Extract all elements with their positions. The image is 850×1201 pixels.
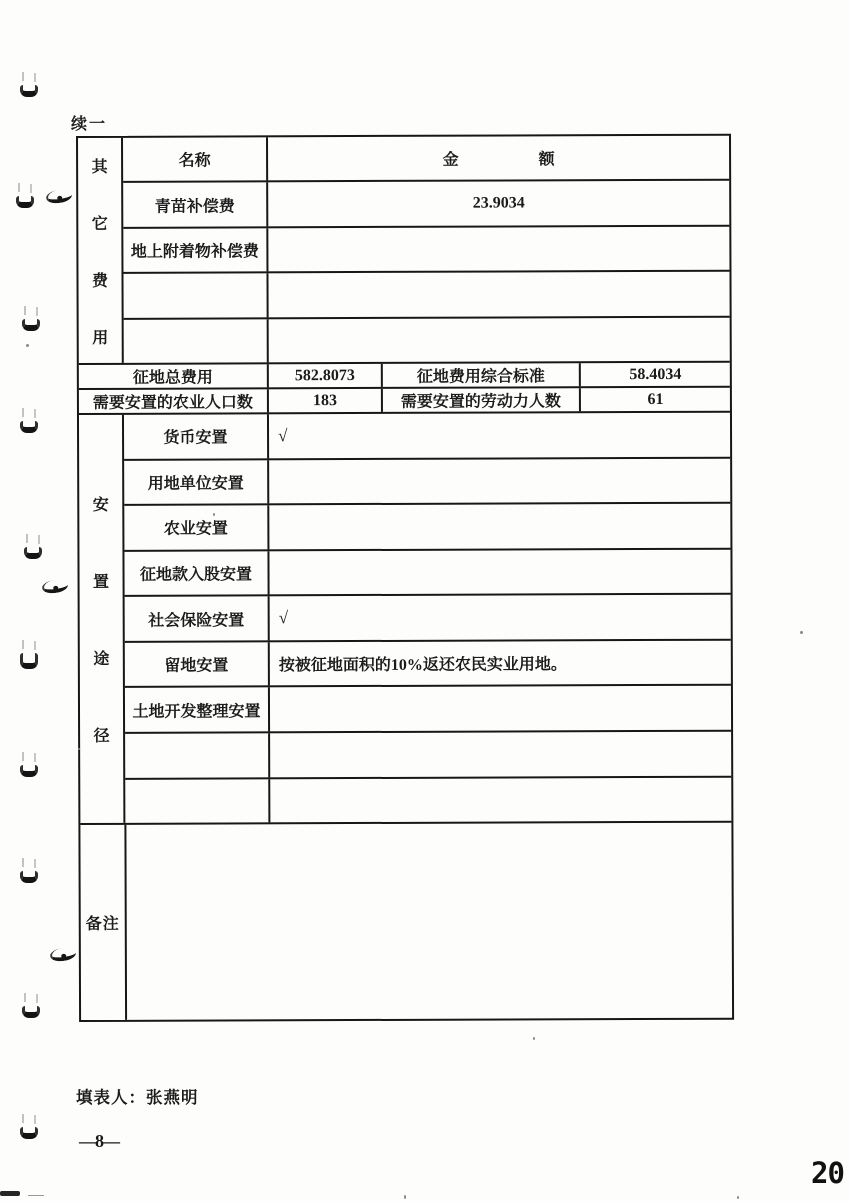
binder-hole-mark xyxy=(20,765,38,777)
summary-value-cell: 61 xyxy=(647,390,664,408)
binder-hole-mark xyxy=(20,421,38,433)
scan-curl-mark xyxy=(49,946,77,962)
summary-row xyxy=(79,386,730,413)
binder-hole-mark xyxy=(22,1006,40,1018)
scan-speck xyxy=(404,1195,406,1199)
resettlement-label-cell xyxy=(125,733,270,777)
fee-amount-cell xyxy=(268,272,729,317)
resettlement-row xyxy=(124,456,730,504)
fee-amount-cell xyxy=(269,317,730,362)
resettlement-value-cell xyxy=(269,504,730,549)
resettlement-row xyxy=(125,730,731,778)
binder-hole-mark xyxy=(22,319,40,331)
fee-row xyxy=(124,315,730,363)
stub-char: 费 xyxy=(91,272,109,290)
other-fees-section xyxy=(78,136,730,363)
stub-char: 途 xyxy=(93,650,110,668)
resettlement-label-cell: 用地单位安置 xyxy=(124,460,269,504)
binder-hole-mark xyxy=(20,85,38,97)
binder-hole-mark xyxy=(16,196,34,208)
fee-row xyxy=(123,225,729,273)
resettlement-value-cell xyxy=(269,458,730,503)
resettlement-value-cell xyxy=(270,777,731,822)
scan-curl-mark xyxy=(41,578,69,594)
resettlement-label-cell: 社会保险安置 xyxy=(125,597,270,641)
fee-row xyxy=(123,179,729,227)
stub-char: 它 xyxy=(91,215,108,233)
summary-label-cell: 需要安置的农业人口数 xyxy=(79,389,269,413)
remarks-content xyxy=(126,823,732,1020)
resettlement-row xyxy=(125,684,731,732)
stub-char: 用 xyxy=(92,329,109,347)
form-filler-line xyxy=(76,1084,199,1108)
resettlement-value-cell: 按被征地面积的10%返还农民实业用地。 xyxy=(278,656,567,675)
resettlement-value-cell xyxy=(269,549,730,594)
summary-label-cell: 需要安置的劳动力人数 xyxy=(383,388,581,412)
scan-edge-mark xyxy=(0,1191,20,1196)
stub-char: 其 xyxy=(91,158,108,176)
scan-speck xyxy=(800,631,803,634)
summary-section xyxy=(79,361,730,413)
resettlement-value-cell: √ xyxy=(278,608,289,628)
remarks-label: 备注 xyxy=(80,825,127,1020)
fee-amount-header-cell: 金 额 xyxy=(442,151,555,169)
corner-page-number: 20 xyxy=(811,1156,844,1190)
resettlement-label-cell xyxy=(125,779,270,823)
other-fees-stub xyxy=(78,138,124,363)
stub-char: 径 xyxy=(93,727,110,745)
fee-name-cell: 青苗补偿费 xyxy=(123,183,268,227)
fee-row xyxy=(123,270,729,318)
fee-header-row xyxy=(123,136,729,182)
fee-name-cell: 地上附着物补偿费 xyxy=(123,228,268,272)
stub-char: 安 xyxy=(92,496,109,514)
page-number: —8— xyxy=(79,1131,118,1151)
resettlement-row xyxy=(124,413,730,459)
resettlement-row xyxy=(124,502,730,550)
fee-name-header-cell: 名称 xyxy=(123,137,268,181)
binder-hole-mark xyxy=(20,871,38,883)
summary-value-cell: 582.8073 xyxy=(269,364,383,387)
summary-value-cell: 183 xyxy=(269,389,383,412)
fee-amount-cell: 23.9034 xyxy=(472,194,525,212)
resettlement-value-cell xyxy=(270,732,731,777)
resettlement-row xyxy=(125,593,731,641)
resettlement-value-cell: √ xyxy=(278,426,288,446)
land-requisition-table xyxy=(76,134,734,1022)
summary-value-cell: 58.4034 xyxy=(629,365,682,383)
resettlement-label-cell: 留地安置 xyxy=(125,642,270,686)
fee-name-cell xyxy=(123,274,268,318)
fee-amount-cell xyxy=(268,227,729,272)
scan-speck xyxy=(737,1196,739,1199)
resettlement-label-cell: 农业安置 xyxy=(124,505,269,549)
stub-char: 置 xyxy=(93,573,110,591)
scan-speck xyxy=(533,1037,535,1040)
resettlement-row xyxy=(125,775,731,823)
summary-row xyxy=(79,363,730,388)
form-filler-name: 张燕明 xyxy=(146,1088,199,1107)
resettlement-label-cell: 土地开发整理安置 xyxy=(125,688,270,732)
resettlement-section xyxy=(79,411,731,823)
binder-hole-mark xyxy=(20,1127,38,1139)
continuation-label: 续一 xyxy=(71,116,108,133)
scan-speck xyxy=(78,748,80,750)
fee-name-cell xyxy=(124,319,269,363)
summary-label-cell: 征地费用综合标准 xyxy=(383,363,581,387)
remarks-section xyxy=(80,821,732,1020)
summary-label-cell: 征地总费用 xyxy=(79,364,269,388)
resettlement-label-cell: 货币安置 xyxy=(124,414,269,458)
scan-speck xyxy=(213,513,215,516)
scan-curl-mark xyxy=(45,188,73,204)
resettlement-stub xyxy=(79,415,125,823)
resettlement-row xyxy=(124,547,730,595)
form-filler-label: 填表人： xyxy=(76,1088,146,1107)
resettlement-row xyxy=(125,639,731,687)
resettlement-value-cell xyxy=(270,686,731,731)
scan-speck xyxy=(26,344,29,347)
binder-hole-mark xyxy=(20,653,38,669)
binder-hole-mark xyxy=(24,547,42,559)
resettlement-label-cell: 征地款入股安置 xyxy=(124,551,269,595)
